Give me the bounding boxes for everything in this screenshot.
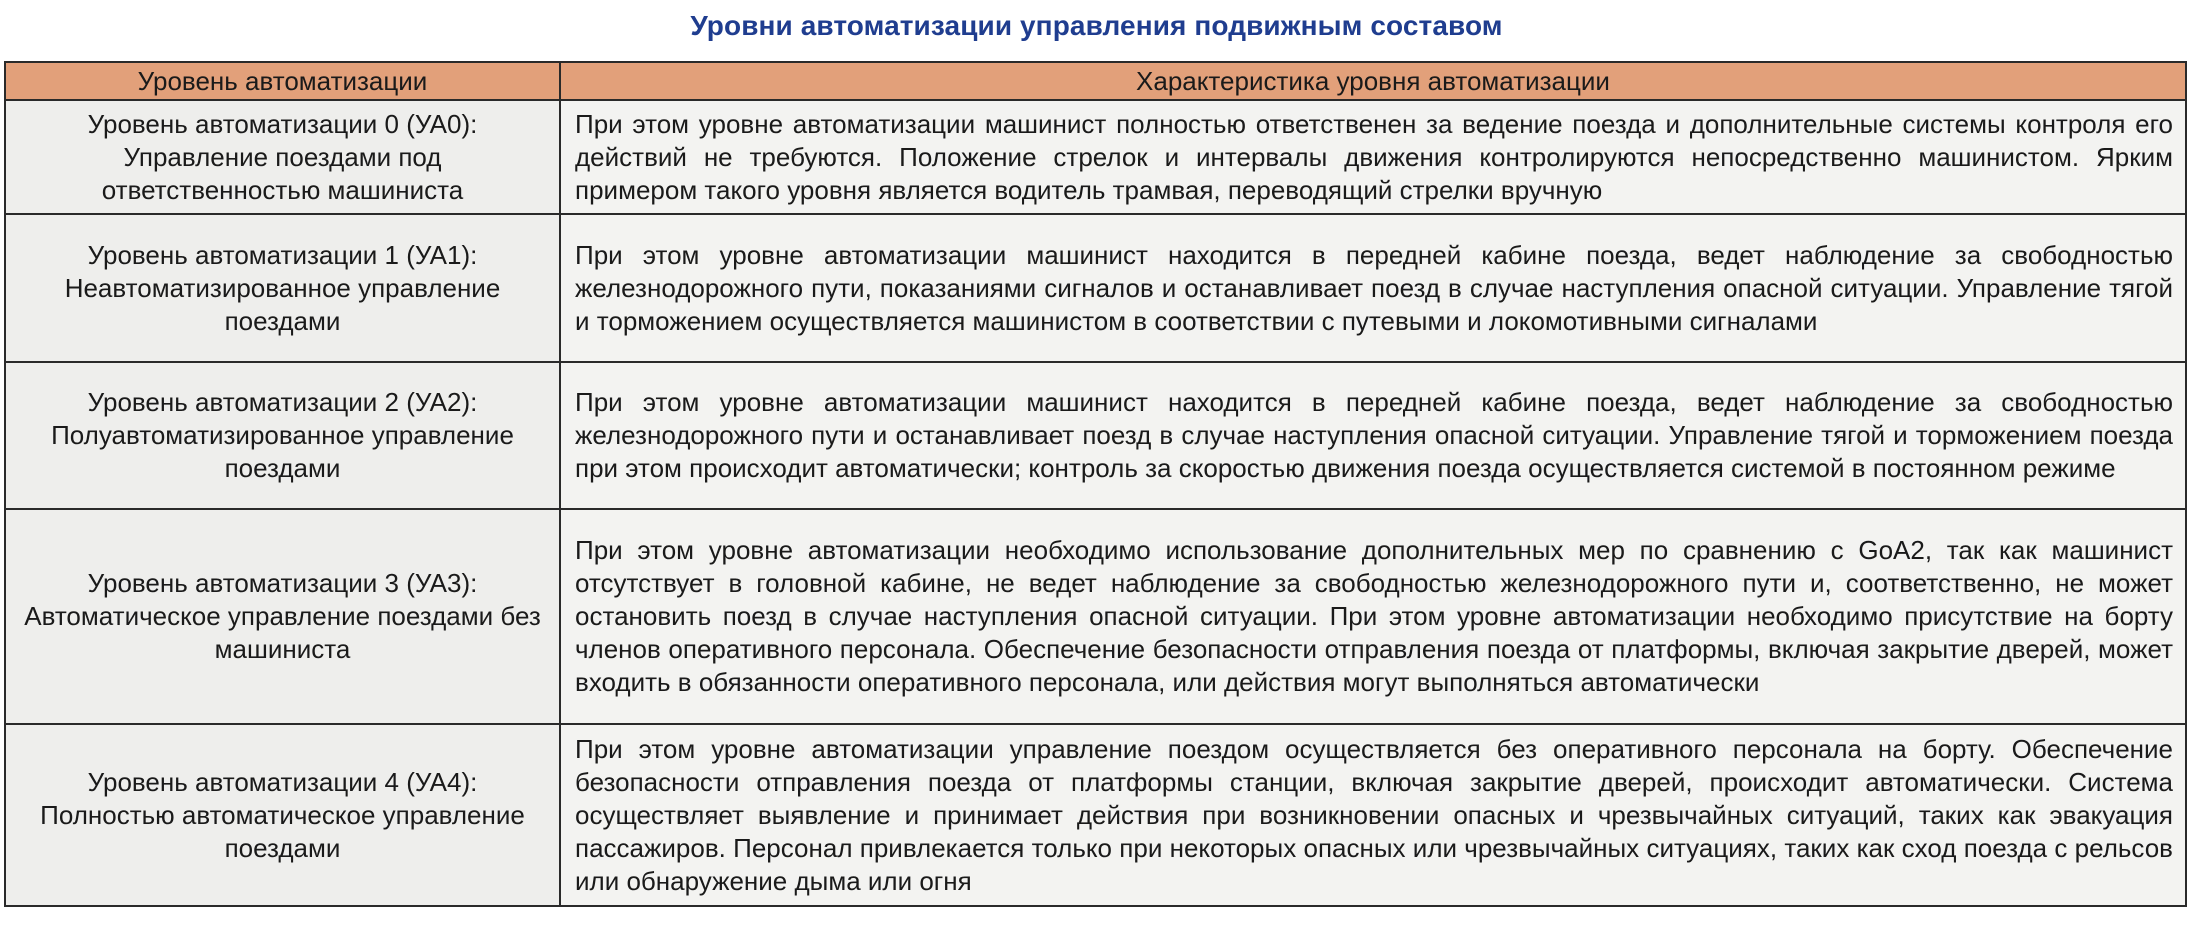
table-row — [5, 100, 2186, 214]
table-row — [5, 509, 2186, 724]
description-cell: При этом уровне автоматизации машинист находится в передней кабине поезда, ведет наблюдение за свободностью железнодорожного пути, показаниями сигналов и останавливает поезд в случае наступления опасной ситуации. Управление тягой и торможением осуществляется машинистом в соответствии с путевыми и локомотивными сигналами — [560, 214, 2186, 362]
level-name: Полностью автоматическое управление поездами — [40, 799, 525, 863]
level-name: Неавтоматизированное управление поездами — [64, 272, 501, 336]
level-code: Уровень автоматизации 1 (УА1): — [87, 239, 478, 270]
level-code: Уровень автоматизации 2 (УА2): — [87, 387, 478, 417]
page-title: Уровни автоматизации управления подвижным составом — [690, 10, 1503, 41]
level-cell — [5, 509, 560, 724]
table-row — [5, 724, 2186, 906]
level-name: Автоматическое управление поездами без машиниста — [24, 601, 541, 664]
level-cell — [5, 724, 560, 906]
table-header-row — [5, 62, 2186, 100]
level-code: Уровень автоматизации 3 (УА3): — [87, 568, 478, 598]
header-description: Характеристика уровня автоматизации — [560, 62, 2186, 100]
description-cell: При этом уровне автоматизации машинист полностью ответственен за ведение поезда и дополнительные системы контроля его действий не требуются. Положение стрелок и интервалы движения контролируются непосредственно машинистом. Ярким примером такого уровня является водитель трамвая, переводящий стрелки вручную — [560, 100, 2186, 214]
description-cell: При этом уровне автоматизации необходимо использование дополнительных мер по сравнению с GoA2, так как машинист отсутствует в головной кабине, не ведет наблюдение за свободностью железнодорожного пути и, соответственно, не может остановить поезд в случае наступления опасной ситуации. При этом уровне автоматизации необходимо присутствие на борту членов оперативного персонала. Обеспечение безопасности отправления поезда от платформы, включая закрытие дверей, может входить в обязанности оперативного персонала, или действия могут выполняться автоматически — [560, 509, 2186, 724]
table-row — [5, 214, 2186, 362]
level-cell — [5, 100, 560, 214]
level-name: Полуавтоматизированное управление поездами — [51, 420, 514, 483]
level-name: Управление поездами под ответственностью машиниста — [101, 141, 464, 205]
level-cell — [5, 214, 560, 362]
level-cell — [5, 362, 560, 509]
header-level: Уровень автоматизации — [5, 62, 560, 100]
description-cell: При этом уровне автоматизации машинист находится в передней кабине поезда, ведет наблюдение за свободностью железнодорожного пути и останавливает поезд в случае наступления опасной ситуации. Управление тягой и торможением поезда при этом происходит автоматически; контроль за скоростью движения поезда осуществляется системой в постоянном режиме — [560, 362, 2186, 509]
level-code: Уровень автоматизации 0 (УА0): — [87, 108, 478, 139]
table-row — [5, 362, 2186, 509]
description-cell: При этом уровне автоматизации управление поездом осуществляется без оперативного персонала на борту. Обеспечение безопасности отправления поезда от платформы станции, включая закрытие дверей, происходит автоматически. Система осуществляет выявление и принимает действия при возникновении опасных и чрезвычайных ситуаций, таких как эвакуация пассажиров. Персонал привлекается только при некоторых опасных или чрезвычайных ситуациях, таких как сход поезда с рельсов или обнаружение дыма или огня — [560, 724, 2186, 906]
automation-levels-table — [4, 61, 2187, 907]
level-code: Уровень автоматизации 4 (УА4): — [87, 766, 478, 797]
